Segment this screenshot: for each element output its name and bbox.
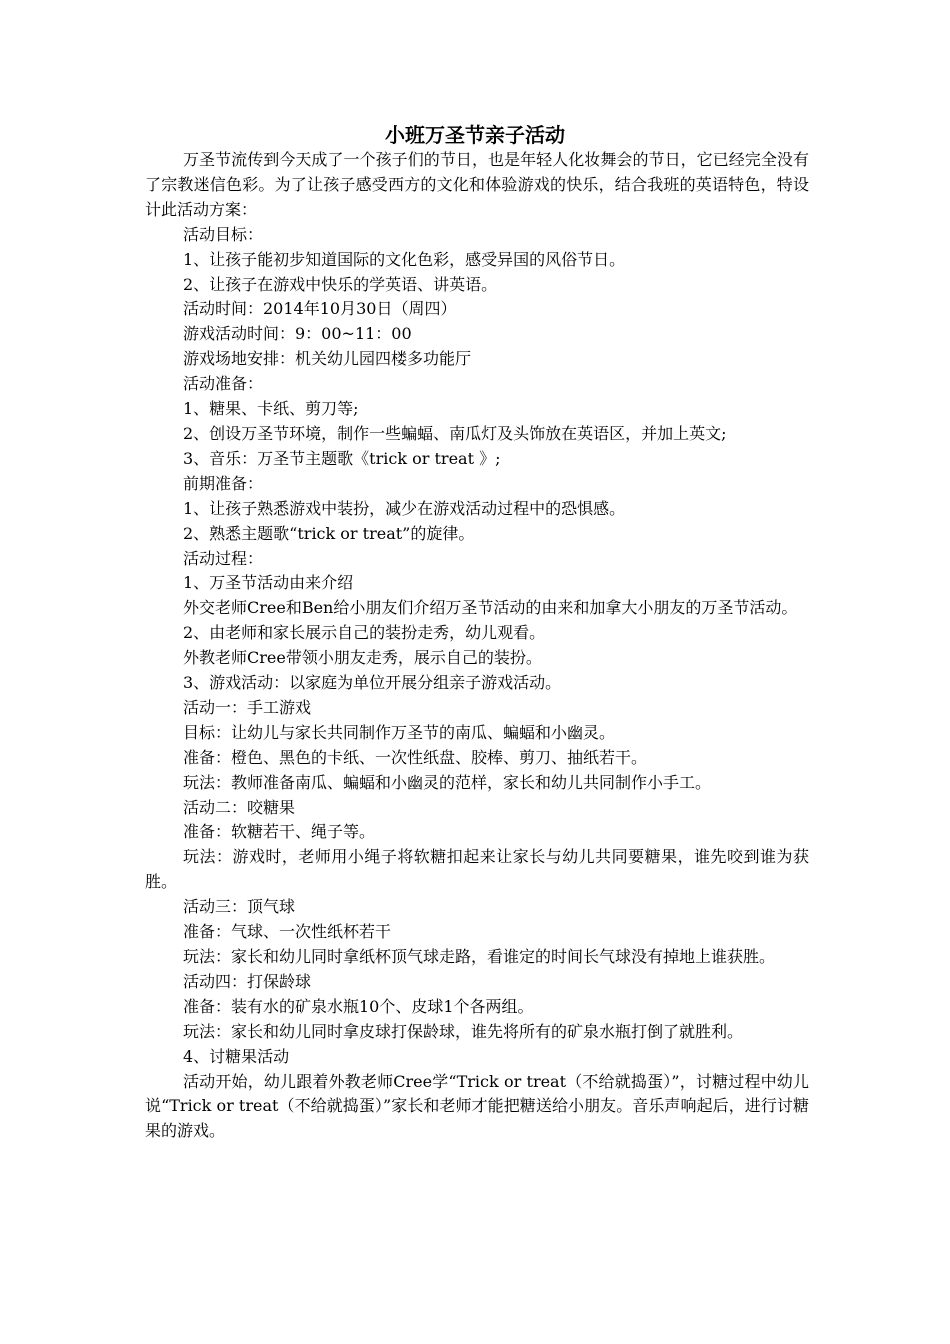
paragraph: 游戏场地安排：机关幼儿园四楼多功能厅 (183, 349, 472, 369)
paragraph: 游戏活动时间：9：00~11：00 (183, 324, 412, 344)
paragraph: 活动二：咬糖果 (183, 797, 296, 817)
paragraph: 3、游戏活动：以家庭为单位开展分组亲子游戏活动。 (183, 673, 562, 693)
paragraph: 2、由老师和家长展示自己的装扮走秀，幼儿观看。 (183, 623, 546, 643)
document-body (145, 148, 809, 1144)
paragraph: 活动目标： (183, 224, 264, 244)
paragraph: 1、万圣节活动由来介绍 (183, 573, 354, 593)
paragraph: 玩法：家长和幼儿同时拿纸杯顶气球走路，看谁定的时间长气球没有掉地上谁获胜。 (183, 947, 776, 966)
paragraph: 玩法：教师准备南瓜、蝙蝠和小幽灵的范样，家长和幼儿共同制作小手工。 (183, 772, 712, 792)
paragraph: 外教老师Cree带领小朋友走秀，展示自己的装扮。 (183, 648, 542, 668)
paragraph: 玩法：游戏时，老师用小绳子将软糖扣起来让家长与幼儿共同要糖果，谁先咬到谁为获胜。 (145, 847, 809, 892)
paragraph: 2、创设万圣节环境，制作一些蝙蝠、南瓜灯及头饰放在英语区，并加上英文; (183, 423, 727, 443)
paragraph: 准备：气球、一次性纸杯若干 (183, 922, 392, 942)
paragraph: 玩法：家长和幼儿同时拿皮球打保龄球，谁先将所有的矿泉水瓶打倒了就胜利。 (183, 1021, 744, 1041)
paragraph: 2、让孩子在游戏中快乐的学英语、讲英语。 (183, 274, 498, 294)
paragraph: 活动过程： (183, 548, 264, 568)
paragraph: 3、音乐：万圣节主题歌《trick or treat 》; (183, 448, 501, 468)
document-title: 小班万圣节亲子活动 (385, 123, 565, 147)
paragraph: 准备：橙色、黑色的卡纸、一次性纸盘、胶棒、剪刀、抽纸若干。 (183, 747, 648, 767)
paragraph: 准备：软糖若干、绳子等。 (183, 822, 376, 842)
paragraph: 目标：让幼儿与家长共同制作万圣节的南瓜、蝙蝠和小幽灵。 (183, 722, 616, 742)
paragraph: 活动准备： (183, 374, 264, 394)
paragraph: 前期准备： (183, 473, 264, 493)
paragraph: 外交老师Cree和Ben给小朋友们介绍万圣节活动的由来和加拿大小朋友的万圣节活动。 (183, 598, 798, 618)
paragraph: 活动三：顶气球 (183, 897, 296, 917)
paragraph: 活动开始，幼儿跟着外教老师Cree学“Trick or treat（不给就捣蛋）”，讨糖过程中幼儿说“Trick or treat（不给就捣蛋）”家长和老师才能把糖送给小朋友。音乐声响起后，进行讨糖果的游戏。 (145, 1071, 809, 1141)
paragraph: 2、熟悉主题歌“trick or treat”的旋律。 (183, 523, 475, 543)
paragraph: 1、糖果、卡纸、剪刀等; (183, 399, 359, 419)
paragraph: 4、讨糖果活动 (183, 1046, 290, 1066)
paragraph: 活动一：手工游戏 (183, 697, 312, 717)
paragraph: 准备：装有水的矿泉水瓶10个、皮球1个各两组。 (183, 996, 534, 1016)
paragraph: 万圣节流传到今天成了一个孩子们的节日，也是年轻人化妆舞会的节日，它已经完全没有了宗教迷信色彩。为了让孩子感受西方的文化和体验游戏的快乐，结合我班的英语特色，特设计此活动方案： (145, 150, 809, 219)
paragraph: 活动四：打保龄球 (183, 971, 312, 991)
paragraph: 1、让孩子能初步知道国际的文化色彩，感受异国的风俗节日。 (183, 249, 626, 269)
paragraph: 1、让孩子熟悉游戏中装扮，减少在游戏活动过程中的恐惧感。 (183, 498, 626, 518)
paragraph: 活动时间：2014年10月30日（周四） (183, 299, 457, 319)
